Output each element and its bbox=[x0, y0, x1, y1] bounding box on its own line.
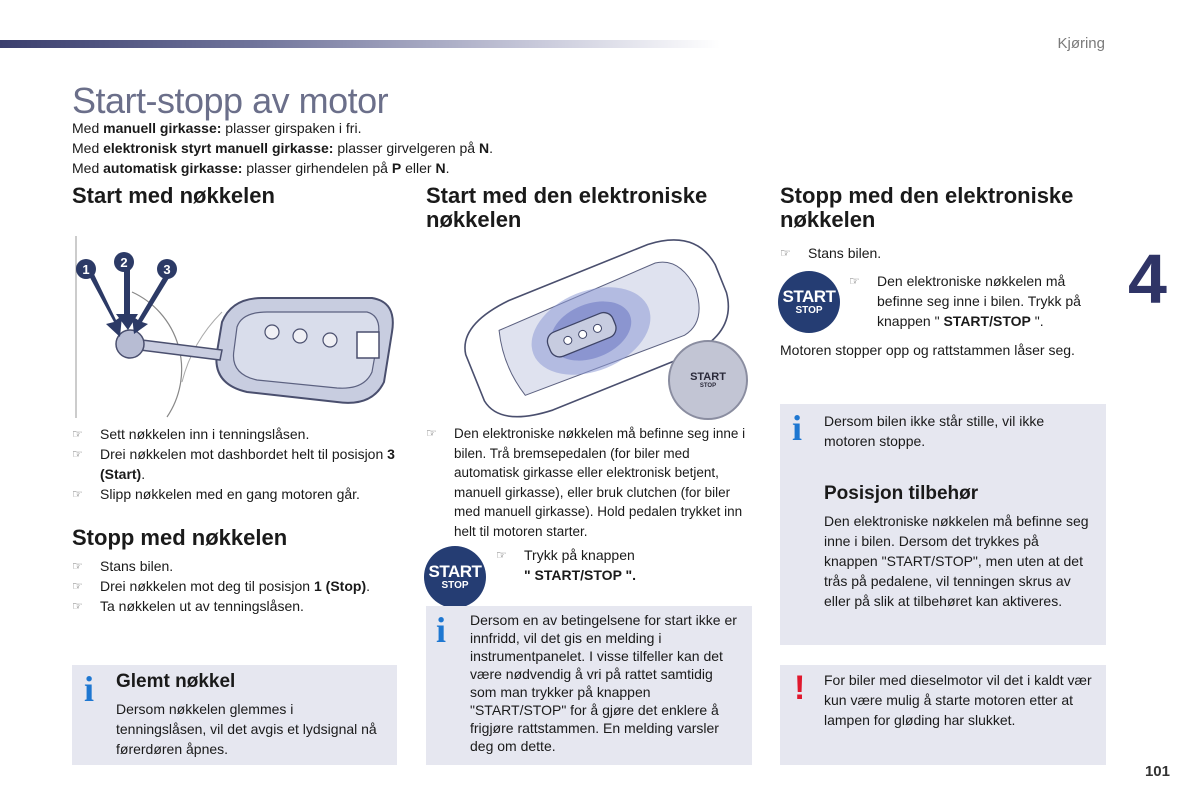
list-item: ☞ Drei nøkkelen mot dashbordet helt til posisjon 3 (Start). bbox=[72, 444, 402, 484]
stop-electronic-key-heading: Stopp med den elektroniske nøkkelen bbox=[780, 183, 1074, 232]
start-electronic-key-steps bbox=[426, 424, 751, 541]
forgotten-key-title: Glemt nøkkel bbox=[116, 671, 236, 692]
start-condition-info-text: Dersom en av betingelsene for start ikke er innfridd, vil det gis en melding i instrumentpanelet. I visse tilfeller kan det være nødvendig å vri på rattet samtidig som man trykker på knappen "START/STOP" for å gjøre det enklere å frigjøre rattstammen. En melding varsler deg om dette. bbox=[470, 612, 737, 754]
position-3-badge bbox=[157, 259, 177, 279]
list-item: ☞ Sett nøkkelen inn i tenningslåsen. bbox=[72, 424, 402, 444]
svg-text:2: 2 bbox=[120, 255, 128, 270]
page-number: 101 bbox=[1144, 763, 1170, 780]
stop-electronic-key-step-2 bbox=[849, 271, 1111, 331]
svg-text:3: 3 bbox=[163, 262, 171, 277]
accessory-position-text: Den elektroniske nøkkelen må befinne seg inne i bilen. Dersom det trykkes på knappen "START/STOP", men uten at det trås på pedalene, vil tenningen skrus av eller på slik at tilbehøret kan aktiveres. bbox=[824, 513, 1089, 609]
intro-line-3: Med automatisk girkasse: plasser girhendelen på P eller N. bbox=[72, 160, 450, 176]
forgotten-key-info-box bbox=[72, 665, 397, 765]
list-item: ☞ Drei nøkkelen mot deg til posisjon 1 (Stop). bbox=[72, 576, 402, 596]
stop-with-key-heading: Stopp med nøkkelen bbox=[72, 525, 288, 550]
info-icon: i bbox=[84, 669, 95, 709]
list-item: ☞ Den elektroniske nøkkelen må befinne seg inne i bilen. Trykk på knappen " START/STOP ". bbox=[849, 271, 1111, 331]
button-label-stop: STOP bbox=[699, 382, 717, 389]
stop-result-text: Motoren stopper opp og rattstammen låser seg. bbox=[780, 342, 1075, 358]
intro-line-1: Med manuell girkasse: plasser girspaken i fri. bbox=[72, 120, 362, 136]
forgotten-key-text: Dersom nøkkelen glemmes i tenningslåsen, vil det avgis et lydsignal nå førerdøren åpnes. bbox=[116, 701, 377, 757]
stop-electronic-key-step-1 bbox=[780, 243, 1080, 263]
intro-line-2: Med elektronisk styrt manuell girkasse: plasser girvelgeren på N. bbox=[72, 140, 493, 156]
list-item: ☞ Slipp nøkkelen med en gang motoren går. bbox=[72, 484, 402, 504]
section-name: Kjøring bbox=[1057, 35, 1105, 52]
stop-label: STOP bbox=[441, 579, 469, 591]
chapter-number: 4 bbox=[1128, 240, 1167, 318]
position-1-badge bbox=[76, 259, 96, 279]
header-gradient-bar bbox=[0, 40, 720, 48]
list-item: ☞ Ta nøkkelen ut av tenningslåsen. bbox=[72, 596, 402, 616]
start-stop-button-icon bbox=[424, 546, 486, 608]
stop-not-stationary-text: Dersom bilen ikke står stille, vil ikke motoren stoppe. bbox=[824, 413, 1045, 449]
intro-text bbox=[72, 118, 493, 178]
button-label-start: START bbox=[690, 370, 726, 383]
diesel-warning-box bbox=[780, 665, 1106, 765]
stop-accessory-info-box bbox=[780, 404, 1106, 645]
accessory-position-heading: Posisjon tilbehør bbox=[824, 483, 979, 504]
page-title: Start-stopp av motor bbox=[72, 80, 389, 121]
key-ignition-illustration bbox=[72, 232, 402, 420]
position-2-badge bbox=[114, 252, 134, 272]
diesel-warning-text: For biler med dieselmotor vil det i kaldt vær kun være mulig å starte motoren etter at lampen for gløding har slukket. bbox=[824, 672, 1092, 728]
start-with-key-heading: Start med nøkkelen bbox=[72, 183, 275, 208]
start-stop-button-icon bbox=[778, 271, 840, 333]
start-label: START bbox=[428, 561, 482, 581]
stop-with-key-steps bbox=[72, 556, 402, 616]
start-stop-button-illustration bbox=[668, 340, 748, 420]
stop-label: STOP bbox=[795, 304, 823, 316]
start-with-key-steps bbox=[72, 424, 402, 504]
list-item: ☞ Stans bilen. bbox=[780, 243, 1080, 263]
warning-icon: ! bbox=[794, 669, 806, 707]
list-item: ☞ Trykk på knappen " START/STOP ". bbox=[496, 545, 746, 585]
list-item: ☞ Den elektroniske nøkkelen må befinne seg inne i bilen. Trå bremsepedalen (for biler med automatisk girkasse eller elektronisk betjent, manuell girkasse), eller bruk clutchen (for biler med manuell girkasse). Hold pedalen trykket inn helt til motoren starter. bbox=[426, 424, 751, 541]
start-label: START bbox=[782, 286, 836, 306]
info-icon: i bbox=[436, 610, 447, 650]
start-electronic-key-heading: Start med den elektroniske nøkkelen bbox=[426, 183, 708, 232]
press-start-step bbox=[496, 545, 746, 585]
list-item: ☞ Stans bilen. bbox=[72, 556, 402, 576]
svg-text:1: 1 bbox=[82, 262, 90, 277]
start-condition-info-box bbox=[426, 606, 752, 765]
info-icon: i bbox=[792, 408, 803, 448]
